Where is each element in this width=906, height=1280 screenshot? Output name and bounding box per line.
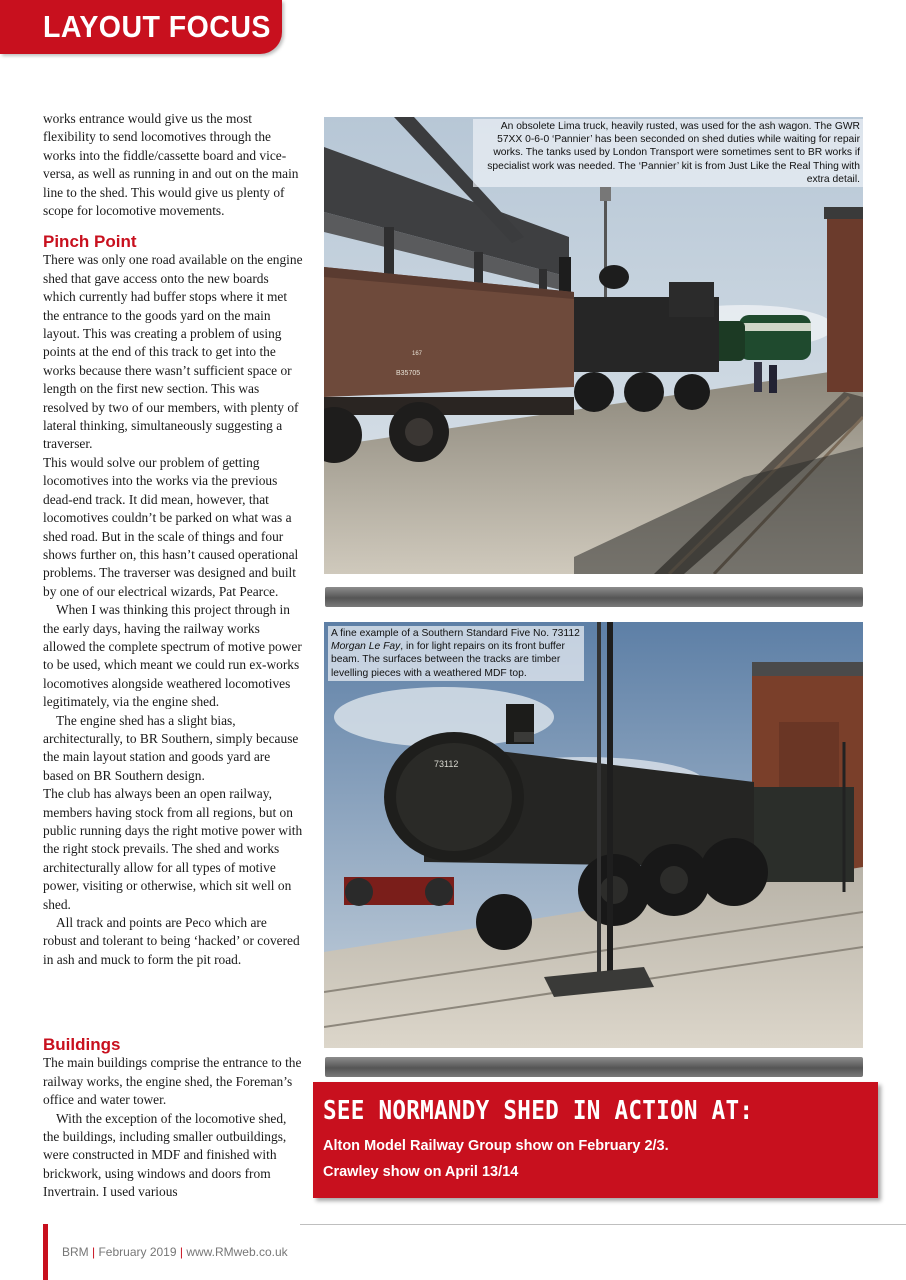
divider-bar [325,1057,863,1077]
footer-accent-strip [43,1224,48,1280]
buildings-heading: Buildings [43,1035,121,1054]
wagon-marking: B35705 [396,370,421,377]
pinch-point-heading: Pinch Point [43,232,137,251]
footer-magazine: BRM [62,1245,89,1259]
footer-separator: | [176,1245,187,1259]
paragraph: The club has always been an open railway, members having stock from all regions, but on public running days the right motive power with the right stock prevails. The shed and works architecturally allow for all types of motive power, visiting or otherwise, which sit well on shed. [43,786,303,912]
section-tab [0,0,282,54]
pinch-point-section [43,233,303,969]
promo-banner [313,1082,878,1198]
paragraph: With the exception of the locomotive shed, the buildings, including smaller outbuildings, were constructed in MDF and finished with brickwork, using windows and doors from Invertrain. I used various [43,1110,287,1200]
promo-line: Crawley show on April 13/14 [323,1164,519,1180]
intro-paragraph: works entrance would give us the most flexibility to send locomotives through the works into the fiddle/cassette board and vice-versa, as well as running in and out on the main line to the shed. This would give us plenty of scope for locomotive movements. [43,111,299,219]
page-footer [62,1245,288,1259]
paragraph: The main buildings comprise the entrance to the railway works, the engine shed, the Foreman’s office and water tower. [43,1055,302,1108]
paragraph: All track and points are Peco which are robust and tolerant to being ‘hacked’ or covered in ash and muck to form the pit road. [43,915,300,967]
caption-text: A fine example of a Southern Standard Five No. 73112 [331,628,580,639]
photo-caption [328,626,584,681]
buildings-section [43,1036,303,1202]
photo-caption: An obsolete Lima truck, heavily rusted, was used for the ash wagon. The GWR 57XX 0-6-0 ‘Pannier’ has been seconded on shed duties while waiting for repair works. The tanks used by London Transport were sometimes sent to BR works if specialist work was needed. The ‘Pannier’ kit is from Just Like the Real Thing with extra detail. [473,119,863,187]
caption-text: , in for light repairs on its front buffer beam. The surfaces between the tracks are timber levelling pieces with a weathered MDF top. [331,641,565,679]
wagon-marking: 167 [412,351,423,357]
photo-illustration [324,622,863,1048]
footer-website[interactable]: www.RMweb.co.uk [186,1245,288,1259]
photo-ash-wagon-pannier [324,117,863,574]
article-column [43,110,303,220]
section-tag: LAYOUT FOCUS [43,9,271,44]
promo-title: SEE NORMANDY SHED IN ACTION AT: [323,1096,754,1126]
promo-line: Alton Model Railway Group show on February 2/3. [323,1138,669,1154]
loco-number: 73112 [434,759,459,769]
footer-issue: February 2019 [98,1245,177,1259]
photo-standard-five [324,622,863,1048]
paragraph: When I was thinking this project through in the early days, having the railway works allowed the complete spectrum of motive power to be used, which meant we could run ex-works locomotives alongside weathered locomotives legitimately, via the engine shed. [43,602,302,710]
footer-rule [300,1224,906,1225]
paragraph: This would solve our problem of getting locomotives into the works via the previous dead-end track. It did mean, however, that locomotives couldn’t be parked on what was a shed road. But in the scale of things and four shows further on, this hasn’t caused operational problems. The traverser was designed and built by one of our electrical wizards, Pat Pearce. [43,454,299,599]
caption-loco-name: Morgan Le Fay [331,641,401,653]
paragraph: The engine shed has a slight bias, architecturally, to BR Southern, simply because the main layout station and goods yard are based on BR Southern design. [43,712,299,783]
footer-separator: | [88,1245,99,1259]
paragraph: There was only one road available on the engine shed that gave access onto the new boards which currently had buffer stops where it met the entrance to the goods yard on the main layout. This was creating a problem of using points at the end of this track to get into the works because there wasn’t sufficient space or length on the first new section. This was resolved by two of our members, with plenty of lateral thinking, simultaneously suggesting a traverser. [43,252,303,452]
divider-bar [325,587,863,607]
